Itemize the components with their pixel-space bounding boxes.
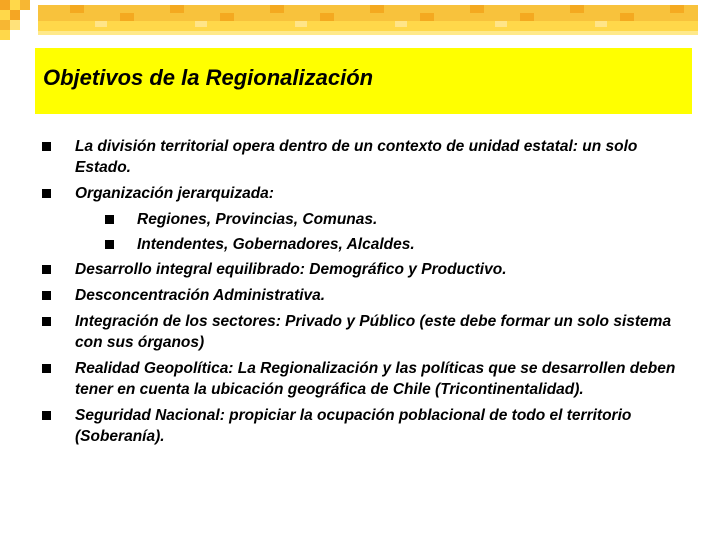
bullet-item bbox=[35, 405, 695, 447]
square-bullet-icon bbox=[42, 265, 51, 274]
bullet-item bbox=[35, 136, 695, 178]
bullet-text: Seguridad Nacional: propiciar la ocupación poblacional de todo el territorio (Soberanía). bbox=[75, 407, 632, 445]
bullet-item bbox=[35, 311, 695, 353]
slide-title: Objetivos de la Regionalización bbox=[43, 65, 374, 90]
sub-bullet-text: Intendentes, Gobernadores, Alcaldes. bbox=[137, 236, 415, 253]
sub-bullet-item bbox=[35, 209, 695, 230]
sub-bullet-text: Regiones, Provincias, Comunas. bbox=[137, 211, 378, 228]
square-bullet-icon bbox=[42, 189, 51, 198]
bullet-item bbox=[35, 259, 695, 280]
bullet-text: La división territorial opera dentro de un contexto de unidad estatal: un solo Estado. bbox=[75, 138, 638, 176]
square-bullet-icon bbox=[105, 240, 114, 249]
square-bullet-icon bbox=[42, 291, 51, 300]
bullet-item bbox=[35, 358, 695, 400]
square-bullet-icon bbox=[42, 364, 51, 373]
bullet-list bbox=[35, 136, 695, 452]
bullet-text: Desarrollo integral equilibrado: Demográfico y Productivo. bbox=[75, 261, 507, 278]
square-bullet-icon bbox=[42, 411, 51, 420]
square-bullet-icon bbox=[42, 317, 51, 326]
bullet-item bbox=[35, 285, 695, 306]
square-bullet-icon bbox=[42, 142, 51, 151]
bullet-text: Realidad Geopolítica: La Regionalización y las políticas que se desarrollen deben tener en cuenta la ubicación geográfica de Chile (Tricontinentalidad). bbox=[75, 360, 676, 398]
sub-bullet-item bbox=[35, 234, 695, 255]
square-bullet-icon bbox=[105, 215, 114, 224]
bullet-text: Integración de los sectores: Privado y Público (este debe formar un solo sistema con sus órganos) bbox=[75, 313, 672, 351]
bullet-item bbox=[35, 183, 695, 204]
title-bar bbox=[35, 48, 692, 114]
bullet-text: Organización jerarquizada: bbox=[75, 185, 274, 202]
bullet-text: Desconcentración Administrativa. bbox=[75, 287, 326, 304]
